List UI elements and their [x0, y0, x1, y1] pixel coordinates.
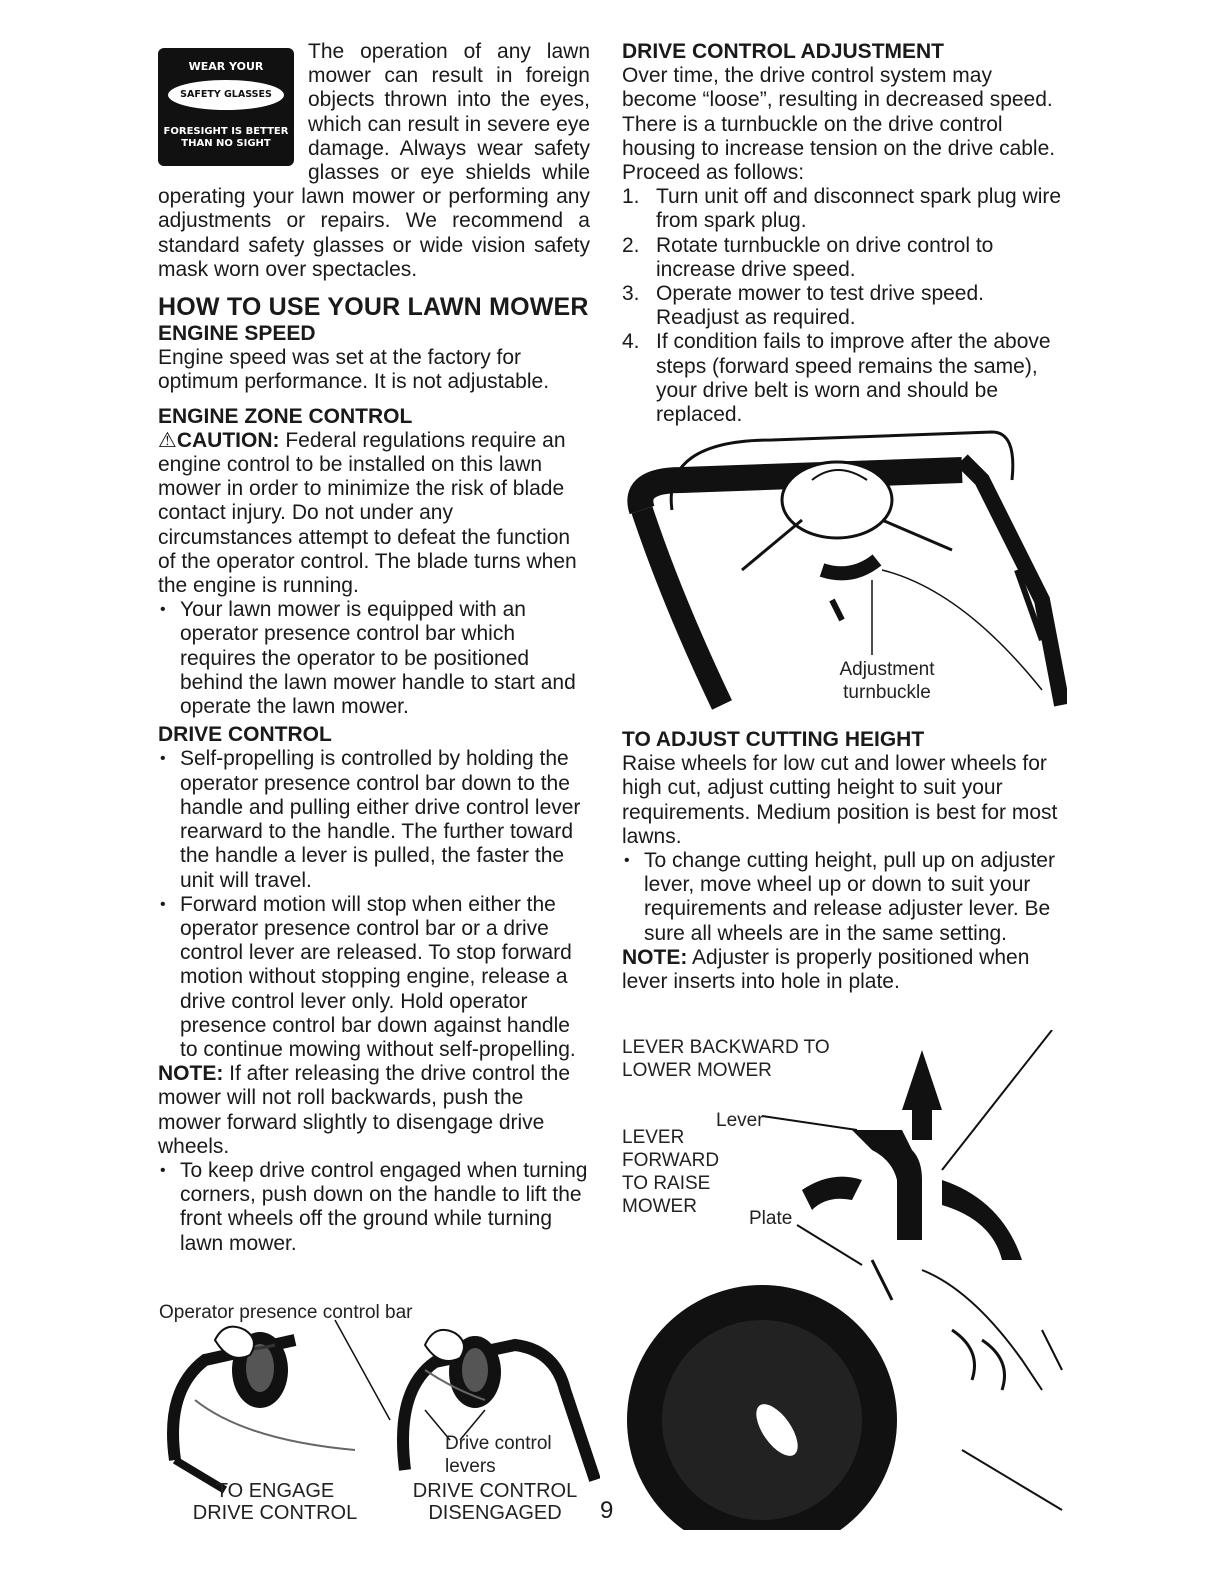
drive-control-list [158, 747, 590, 1062]
right-column [622, 40, 1062, 427]
figure-label-lever: Lever [716, 1110, 764, 1131]
list-item: • To change cutting height, pull up on adjuster lever, move wheel up or down to suit your requirements and release adjuster lever. Be sure all wheels are in the same setting. [622, 849, 1062, 946]
turnbuckle-figure [622, 420, 1067, 710]
caution-text: Federal regulations require an engine control to be installed on this lawn mower in order to minimize the risk of blade contact injury. Do not under any circumstances attempt to defeat the function of the operator control. The blade turns when the engine is running. [158, 428, 577, 598]
step-text: If condition fails to improve after the above steps (forward speed remains the same), your drive belt is worn and should be replaced. [656, 330, 1051, 427]
drive-adjust-steps [622, 185, 1062, 427]
page-number: 9 [600, 1497, 614, 1524]
height-adjuster-illustration [622, 1030, 1067, 1530]
caution-icon: ⚠ [158, 428, 177, 452]
cutting-height-note [622, 946, 1062, 994]
badge-line3: FORESIGHT IS BETTER [163, 126, 289, 137]
step-number: 2. [622, 233, 640, 257]
height-adjuster-figure [622, 1030, 1067, 1530]
left-column [158, 40, 590, 1256]
list-item [622, 330, 1062, 427]
caption-disengaged: DRIVE CONTROL DISENGAGED [412, 1480, 578, 1524]
list-item: • To keep drive control engaged when turning corners, push down on the handle to lift the front wheels off the ground while turning lawn mower. [158, 1159, 590, 1256]
step-text: Operate mower to test drive speed. Readjust as required. [656, 282, 984, 330]
figure-label-forward: LEVER FORWARD TO RAISE MOWER [622, 1127, 720, 1217]
figure-label-plate: Plate [749, 1208, 793, 1229]
cutting-height-section [622, 728, 1062, 994]
engine-speed-text: Engine speed was set at the factory for optimum performance. It is not adjustable. [158, 346, 550, 394]
engine-zone-heading: ENGINE ZONE CONTROL [158, 404, 413, 428]
step-text: Rotate turnbuckle on drive control to increase drive speed. [656, 233, 994, 281]
badge-line3-4 [158, 126, 294, 150]
engine-zone-caution [158, 429, 590, 598]
list-item [622, 185, 1062, 233]
cutting-height-list [622, 849, 1062, 946]
badge-line4: THAN NO SIGHT [181, 138, 271, 149]
intro-text: The operation of any lawn mower can result in foreign objects thrown into the eyes, which can result in severe eye damage. Always wear safety glasses or eye shields while operating your lawn mower or performing any adjustments or repairs. We recommend a standard safety glasses or wide vision safety mask worn over spectacles. [158, 40, 590, 281]
figure-label-turnbuckle: Adjustment turnbuckle [839, 659, 935, 703]
list-item [622, 282, 1062, 330]
caution-label: CAUTION: [176, 428, 280, 452]
note-text: Adjuster is properly positioned when lever inserts into hole in plate. [622, 945, 1030, 994]
drive-control-note [158, 1062, 590, 1159]
safety-glasses-badge [158, 48, 294, 166]
cutting-height-heading: TO ADJUST CUTTING HEIGHT [622, 728, 925, 751]
note-text: If after releasing the drive control the mower will not roll backwards, push the mower forward slightly to disengage drive wheels. [158, 1062, 571, 1158]
step-number: 3. [622, 282, 640, 306]
step-number: 1. [622, 185, 640, 209]
engine-speed-heading: ENGINE SPEED [158, 322, 316, 346]
engine-zone-list [158, 598, 590, 719]
list-item: • Self-propelling is controlled by holding the operator presence control bar down to the handle and pulling either drive control lever rearward to the handle. The further toward the handle a lever is pulled, the faster the unit will travel. [158, 747, 590, 892]
drive-control-list-2 [158, 1159, 590, 1256]
how-to-title: HOW TO USE YOUR LAWN MOWER [158, 293, 589, 322]
figure-label-control-bar: Operator presence control bar [159, 1302, 413, 1323]
drive-control-heading: DRIVE CONTROL [158, 723, 332, 747]
list-item: • Your lawn mower is equipped with an operator presence control bar which requires the operator to be positioned behind the lawn mower handle to start and operate the lawn mower. [158, 598, 590, 719]
drive-control-figure [155, 1300, 600, 1530]
caption-engage: TO ENGAGE DRIVE CONTROL [192, 1480, 358, 1524]
step-text: Turn unit off and disconnect spark plug wire from spark plug. [656, 185, 1062, 233]
step-number: 4. [622, 330, 640, 354]
badge-line2: SAFETY GLASSES [168, 80, 284, 110]
badge-line1: WEAR YOUR [188, 60, 264, 73]
drive-adjust-text: Over time, the drive control system may become “loose”, resulting in decreased speed. There is a turnbuckle on the drive control housing to increase tension on the drive cable. Proceed as follows: [622, 64, 1056, 185]
note-label: NOTE: [158, 1062, 224, 1086]
drive-adjust-heading: DRIVE CONTROL ADJUSTMENT [622, 40, 945, 63]
list-item [622, 234, 1062, 282]
note-label: NOTE: [622, 945, 688, 969]
figure-label-backward: LEVER BACKWARD TO LOWER MOWER [622, 1037, 830, 1081]
cutting-height-text: Raise wheels for low cut and lower wheels for high cut, adjust cutting height to suit your requirements. Medium position is best for most lawns. [622, 752, 1058, 848]
list-item: • Forward motion will stop when either the operator presence control bar or a drive control lever are released. To stop forward motion without stopping engine, release a drive control lever only. Hold operator presence control bar down against handle to continue mowing without self-propelling. [158, 893, 590, 1062]
figure-label-levers: Drive control levers [445, 1433, 552, 1477]
